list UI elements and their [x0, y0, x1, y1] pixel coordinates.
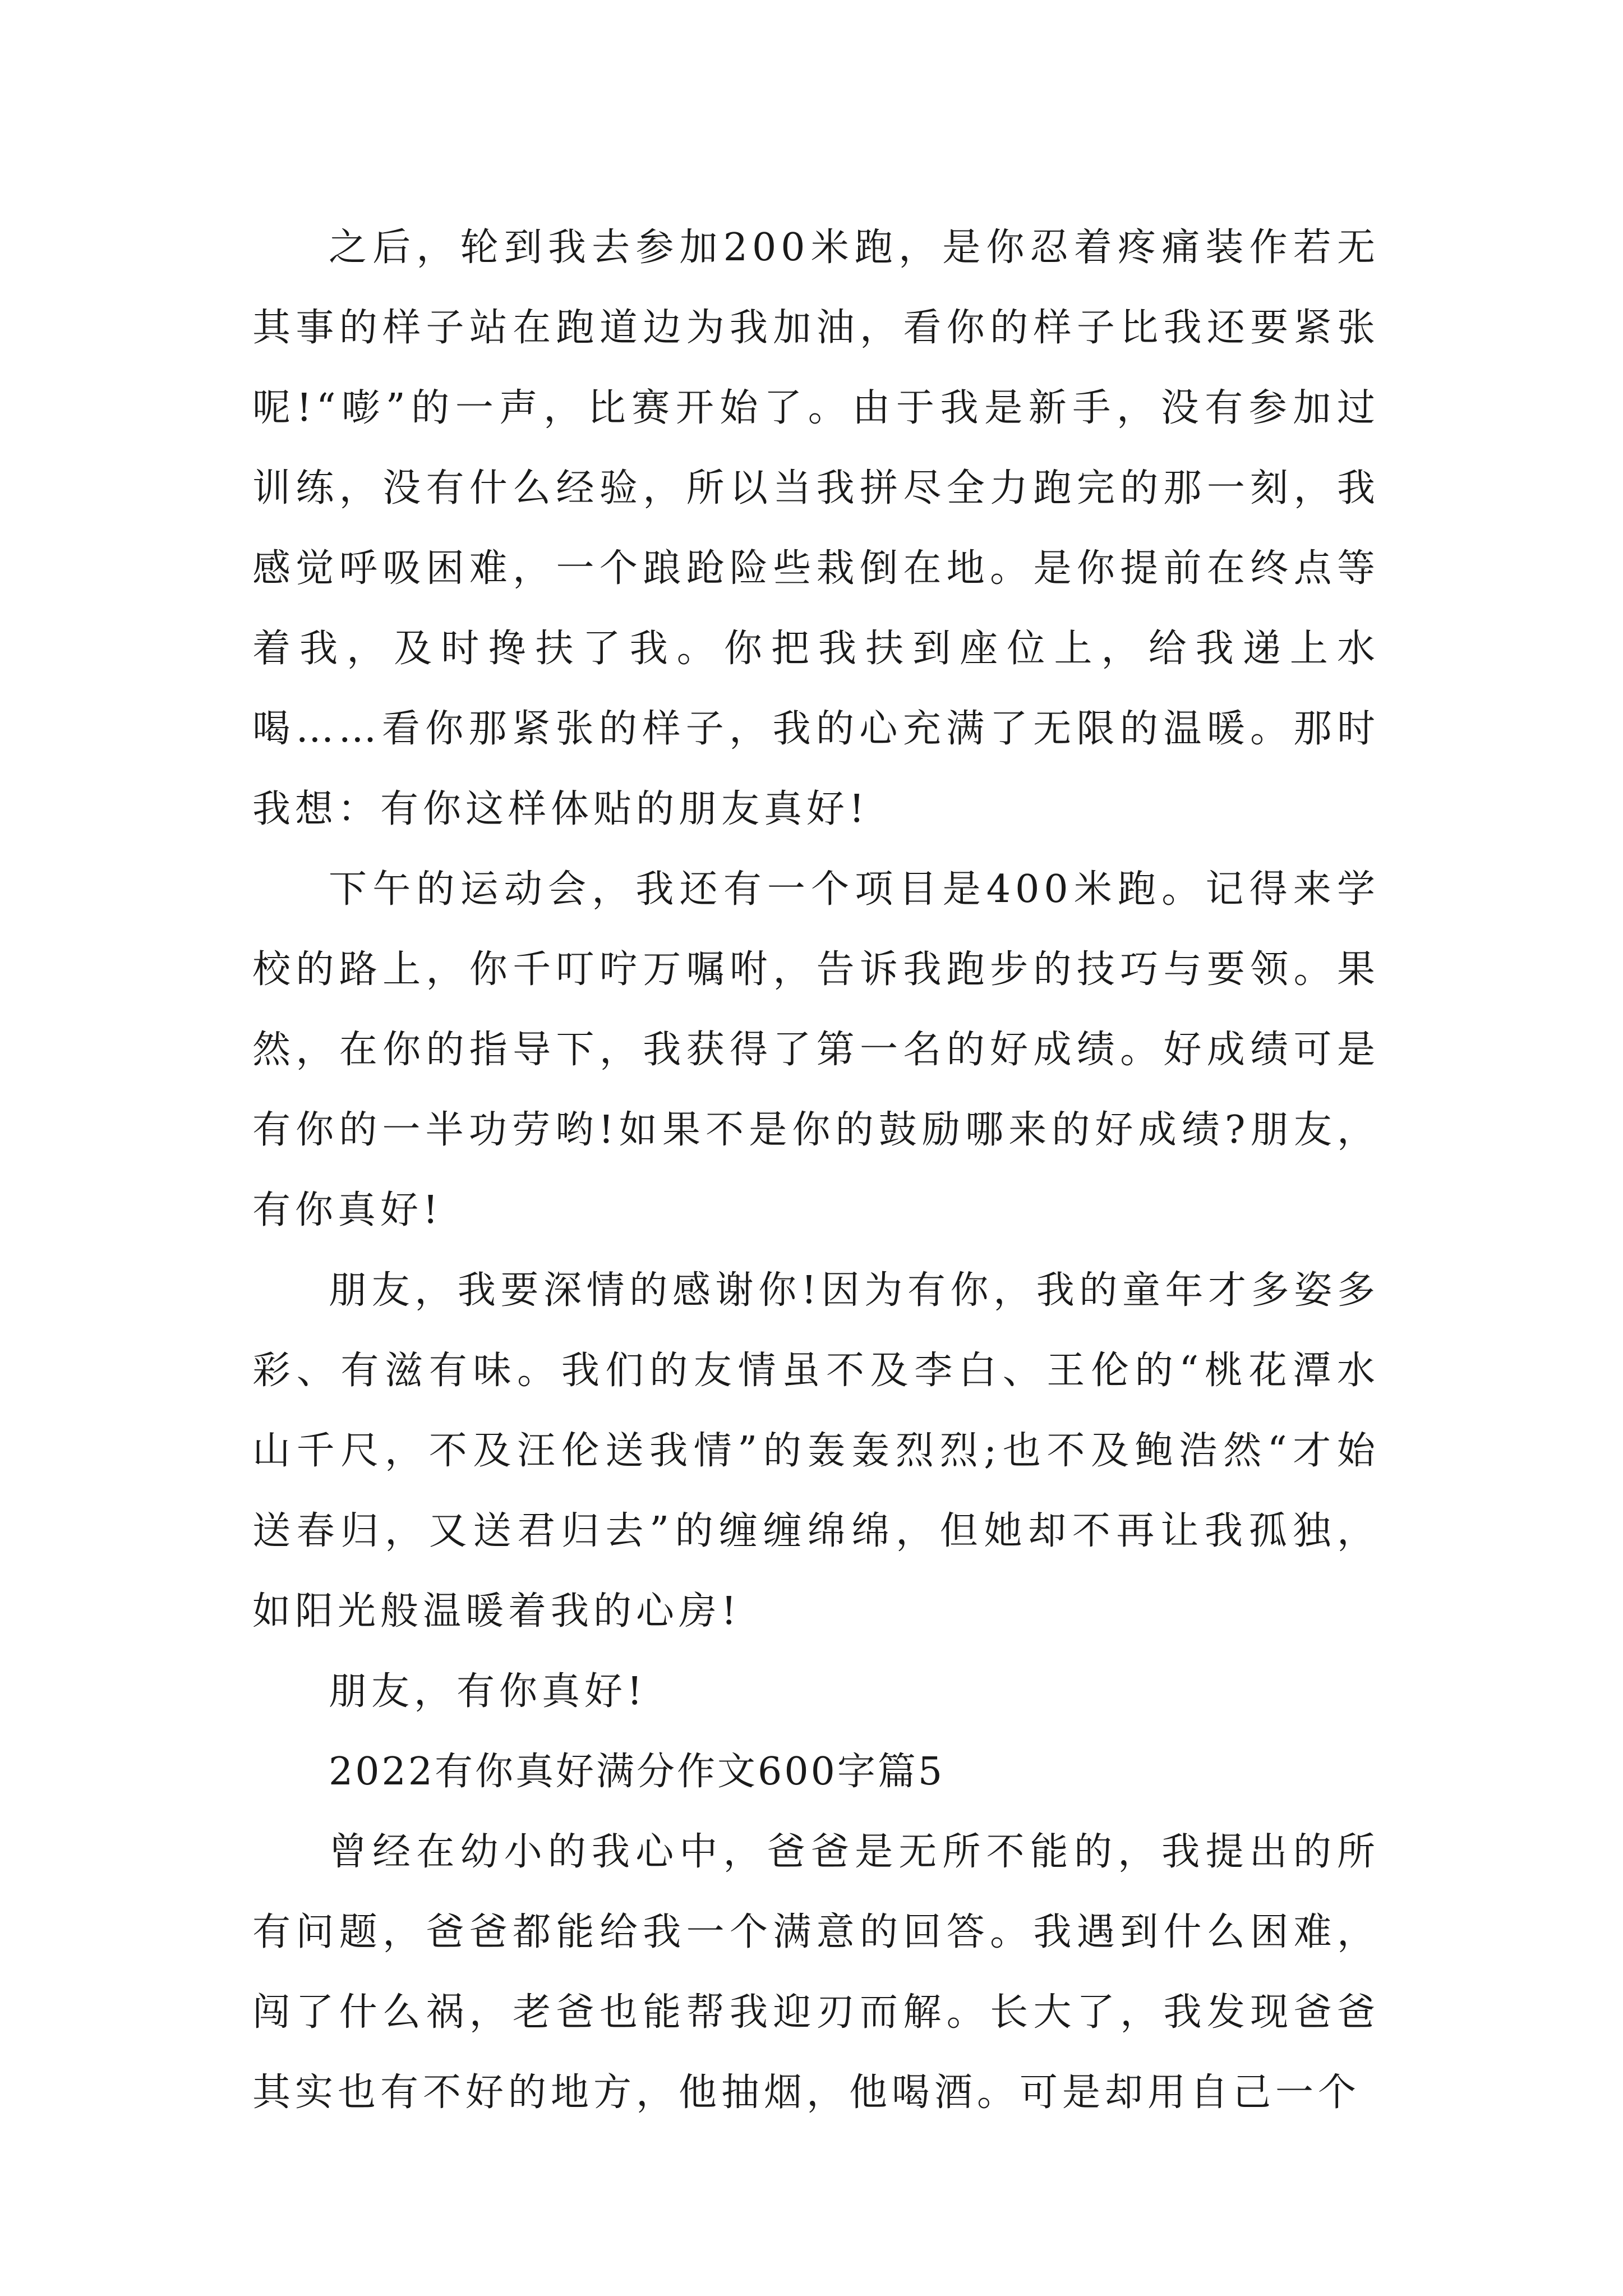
paragraph-400m-race: 下午的运动会，我还有一个项目是400米跑。记得来学校的路上，你千叮咛万嘱咐，告诉我跑步的技巧与要领。果然，在你的指导下，我获得了第一名的好成绩。好成绩可是有你的一半功劳哟!如果不是你的鼓励哪来的好成绩?朋友，有你真好!	[252, 867, 1380, 1232]
document-body	[252, 208, 1380, 2133]
paragraph-thanks-friend: 朋友，我要深情的感谢你!因为有你，我的童年才多姿多彩、有滋有味。我们的友情虽不及李白、王伦的“桃花潭水山千尺，不及汪伦送我情”的轰轰烈烈;也不及鲍浩然“才始送春归，又送君归去”的缠缠绵绵，但她却不再让我孤独，如阳光般温暖着我的心房!	[252, 1268, 1380, 1634]
paragraph-closing: 朋友，有你真好!	[329, 1669, 647, 1714]
section-heading: 2022有你真好满分作文600字篇5	[329, 1750, 945, 1794]
paragraph-father: 曾经在幼小的我心中，爸爸是无所不能的，我提出的所有问题，爸爸都能给我一个满意的回答。我遇到什么困难，闯了什么祸，老爸也能帮我迎刃而解。长大了，我发现爸爸其实也有不好的地方，他抽烟，他喝酒。可是却用自己一个	[252, 1830, 1380, 2115]
paragraph-200m-race: 之后，轮到我去参加200米跑，是你忍着疼痛装作若无其事的样子站在跑道边为我加油，看你的样子比我还要紧张呢!“嘭”的一声，比赛开始了。由于我是新手，没有参加过训练，没有什么经验，所以当我拼尽全力跑完的那一刻，我感觉呼吸困难，一个踉跄险些栽倒在地。是你提前在终点等着我，及时搀扶了我。你把我扶到座位上，给我递上水喝……看你那紧张的样子，我的心充满了无限的温暖。那时我想：有你这样体贴的朋友真好!	[252, 226, 1380, 831]
